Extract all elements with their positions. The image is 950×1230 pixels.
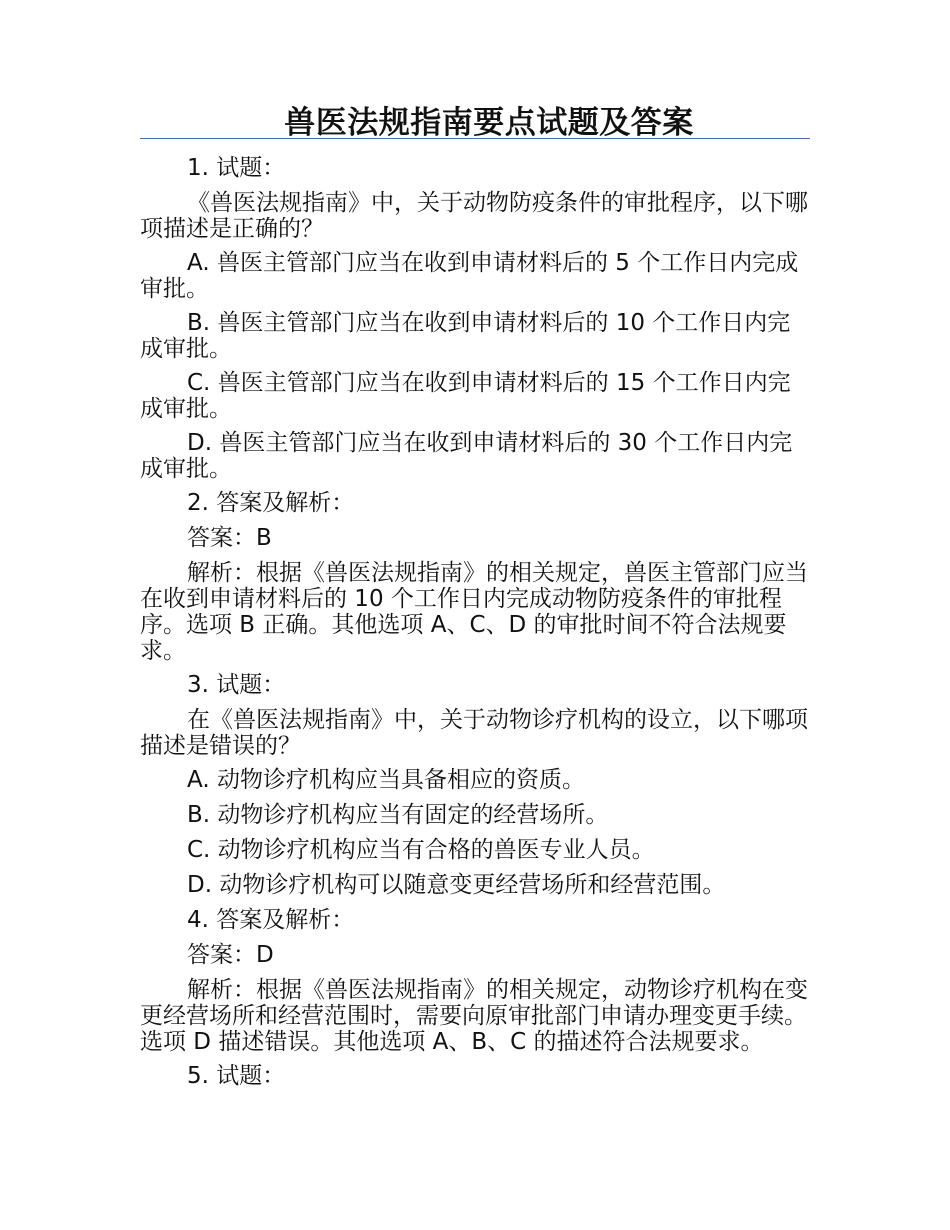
answer-4-explanation: 解析：根据《兽医法规指南》的相关规定，动物诊疗机构在变更经营场所和经营范围时，需要向原审批部门申请办理变更手续。选项 D 描述错误。其他选项 A、B、C 的描述符合法规要求。 xyxy=(140,977,808,1055)
question-1-text: 《兽医法规指南》中，关于动物防疫条件的审批程序，以下哪项描述是正确的？ xyxy=(140,190,808,242)
question-3-option-d: D. 动物诊疗机构可以随意变更经营场所和经营范围。 xyxy=(187,872,726,898)
question-3-option-b: B. 动物诊疗机构应当有固定的经营场所。 xyxy=(187,802,609,828)
answer-4-heading: 4. 答案及解析： xyxy=(187,907,355,933)
document-body xyxy=(140,155,810,1098)
question-1-option-d: D. 兽医主管部门应当在收到申请材料后的 30 个工作日内完成审批。 xyxy=(140,430,793,482)
question-3-option-c: C. 动物诊疗机构应当有合格的兽医专业人员。 xyxy=(187,837,655,863)
title-underline xyxy=(140,138,810,139)
question-1-option-b: B. 兽医主管部门应当在收到申请材料后的 10 个工作日内完成审批。 xyxy=(140,310,791,362)
answer-2-answer: 答案：B xyxy=(187,525,272,551)
question-1-option-a: A. 兽医主管部门应当在收到申请材料后的 5 个工作日内完成审批。 xyxy=(140,250,799,302)
question-3-heading: 3. 试题： xyxy=(187,672,286,698)
document-title: 兽医法规指南要点试题及答案 xyxy=(284,105,694,141)
question-1-option-c: C. 兽医主管部门应当在收到申请材料后的 15 个工作日内完成审批。 xyxy=(140,370,791,422)
answer-2-explanation: 解析：根据《兽医法规指南》的相关规定，兽医主管部门应当在收到申请材料后的 10 个工作日内完成动物防疫条件的审批程序。选项 B 正确。其他选项 A、C、D 的审批时间不符合法规要求。 xyxy=(140,560,808,664)
question-1-heading: 1. 试题： xyxy=(187,155,286,181)
question-3-text: 在《兽医法规指南》中，关于动物诊疗机构的设立，以下哪项描述是错误的？ xyxy=(140,707,808,759)
question-3-option-a: A. 动物诊疗机构应当具备相应的资质。 xyxy=(187,767,585,793)
question-5-heading: 5. 试题： xyxy=(187,1063,286,1089)
answer-2-heading: 2. 答案及解析： xyxy=(187,490,355,516)
answer-4-answer: 答案：D xyxy=(187,942,274,968)
